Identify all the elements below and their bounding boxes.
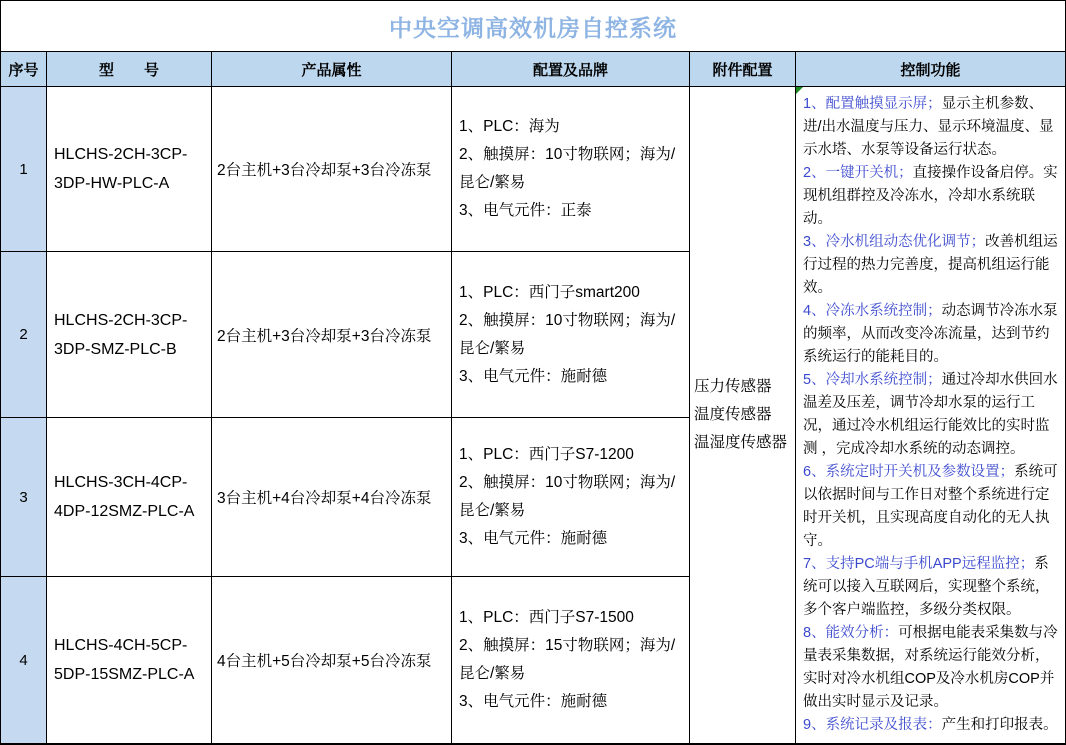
model-cell: HLCHS-3CH-4CP-4DP-12SMZ-PLC-A <box>47 418 212 577</box>
function-item <box>803 300 1061 369</box>
column-header-index: 序号 <box>1 52 47 87</box>
function-item-body: 产生和打印报表。 <box>941 717 1058 733</box>
config-line: 2、触摸屏：10寸物联网；海为/昆仑/繁易 <box>459 474 676 519</box>
row-index: 3 <box>1 418 47 577</box>
config-line: 1、PLC：海为 <box>459 118 560 135</box>
page-title: 中央空调高效机房自控系统 <box>389 14 677 41</box>
config-line: 1、PLC：西门子smart200 <box>459 283 640 301</box>
column-header-model: 型 号 <box>47 52 212 87</box>
function-item-lead: 7、支持PC端与手机APP远程监控； <box>803 556 1035 572</box>
function-item-body: 显示主机参数、进/出水温度与压力、显示环境温度、显示水塔、水泵等设备运行状态。 <box>803 96 1054 158</box>
config-cell <box>452 252 690 418</box>
config-line: 3、电气元件：施耐德 <box>459 367 608 385</box>
function-item <box>803 714 1061 737</box>
config-line: 2、触摸屏：10寸物联网；海为/昆仑/繁易 <box>459 146 676 191</box>
config-cell <box>452 87 690 252</box>
function-item-lead: 8、能效分析： <box>803 625 899 641</box>
config-line: 1、PLC：西门子S7-1200 <box>459 446 634 463</box>
config-line: 3、电气元件：施耐德 <box>459 693 608 710</box>
attribute-cell: 3台主机+4台冷却泵+4台冷冻泵 <box>212 418 452 577</box>
function-item-lead: 5、冷却水系统控制； <box>803 372 942 388</box>
function-item-body: 改善机组运行过程的热力完善度，提高机组运行能效。 <box>803 234 1058 296</box>
function-item-lead: 3、冷水机组动态优化调节； <box>803 234 986 250</box>
function-item <box>803 369 1061 461</box>
accessory-item: 压力传感器 <box>694 378 772 395</box>
function-item-body: 系统可以依据时间与工作日对整个系统进行定时开关机，且实现高度自动化的无人执守。 <box>803 464 1058 549</box>
model-cell: HLCHS-2CH-3CP-3DP-HW-PLC-A <box>47 87 212 252</box>
accessory-item: 温度传感器 <box>694 406 772 423</box>
model-cell: HLCHS-2CH-3CP-3DP-SMZ-PLC-B <box>47 252 212 418</box>
row-index: 2 <box>1 252 47 418</box>
function-item-body: 直接操作设备启停。实现机组群控及冷冻水，冷却水系统联动。 <box>803 165 1058 227</box>
function-item-lead: 2、一键开关机； <box>803 165 913 181</box>
row-index: 1 <box>1 87 47 252</box>
function-item-body: 可根据电能表采集数与冷量表采集数据，对系统运行能效分析，实时对冷水机组COP及冷水机房COP并做出实时显示及记录。 <box>803 625 1058 710</box>
column-header-accessories: 附件配置 <box>690 52 796 87</box>
attribute-cell: 2台主机+3台冷却泵+3台冷冻泵 <box>212 252 452 418</box>
function-item <box>803 553 1061 622</box>
cell-error-marker-icon <box>796 87 803 94</box>
config-line: 2、触摸屏：10寸物联网；海为/昆仑/繁易 <box>459 311 676 357</box>
config-cell <box>452 577 690 743</box>
model-cell: HLCHS-4CH-5CP-5DP-15SMZ-PLC-A <box>47 577 212 743</box>
control-functions-cell <box>796 87 1065 743</box>
function-item-lead: 9、系统记录及报表： <box>803 717 942 733</box>
config-line: 3、电气元件：施耐德 <box>459 530 608 547</box>
accessories-cell <box>690 87 796 743</box>
function-item <box>803 622 1061 714</box>
function-item-body: 动态调节冷冻水泵的频率，从而改变冷冻流量，达到节约系统运行的能耗目的。 <box>803 303 1058 365</box>
function-item-body: 通过冷却水供回水温差及压差，调节冷却水泵的运行工况，通过冷水机组运行能效比的实时监测 ，完成冷却水系统的动态调控。 <box>803 372 1058 457</box>
config-line: 2、触摸屏：15寸物联网；海为/昆仑/繁易 <box>459 637 676 682</box>
config-line: 3、电气元件：正泰 <box>459 202 592 219</box>
table-title-row <box>1 1 1065 52</box>
config-cell <box>452 418 690 577</box>
column-header-functions: 控制功能 <box>796 52 1065 87</box>
row-index: 4 <box>1 577 47 743</box>
function-item <box>803 162 1061 231</box>
config-line: 1、PLC：西门子S7-1500 <box>459 609 634 626</box>
accessory-item: 温湿度传感器 <box>694 434 788 451</box>
function-item-lead: 4、冷冻水系统控制； <box>803 303 942 319</box>
attribute-cell: 2台主机+3台冷却泵+3台冷冻泵 <box>212 87 452 252</box>
function-item <box>803 231 1061 300</box>
function-item-lead: 6、系统定时开关机及参数设置； <box>803 464 1015 480</box>
attribute-cell: 4台主机+5台冷却泵+5台冷冻泵 <box>212 577 452 743</box>
column-header-config: 配置及品牌 <box>452 52 690 87</box>
function-item-body: 系统可以接入互联网后，实现整个系统，多个客户端监控，多级分类权限。 <box>803 556 1050 618</box>
function-item <box>803 461 1061 553</box>
function-item <box>803 93 1061 162</box>
column-header-attribute: 产品属性 <box>212 52 452 87</box>
function-item-lead: 1、配置触摸显示屏； <box>803 96 942 112</box>
